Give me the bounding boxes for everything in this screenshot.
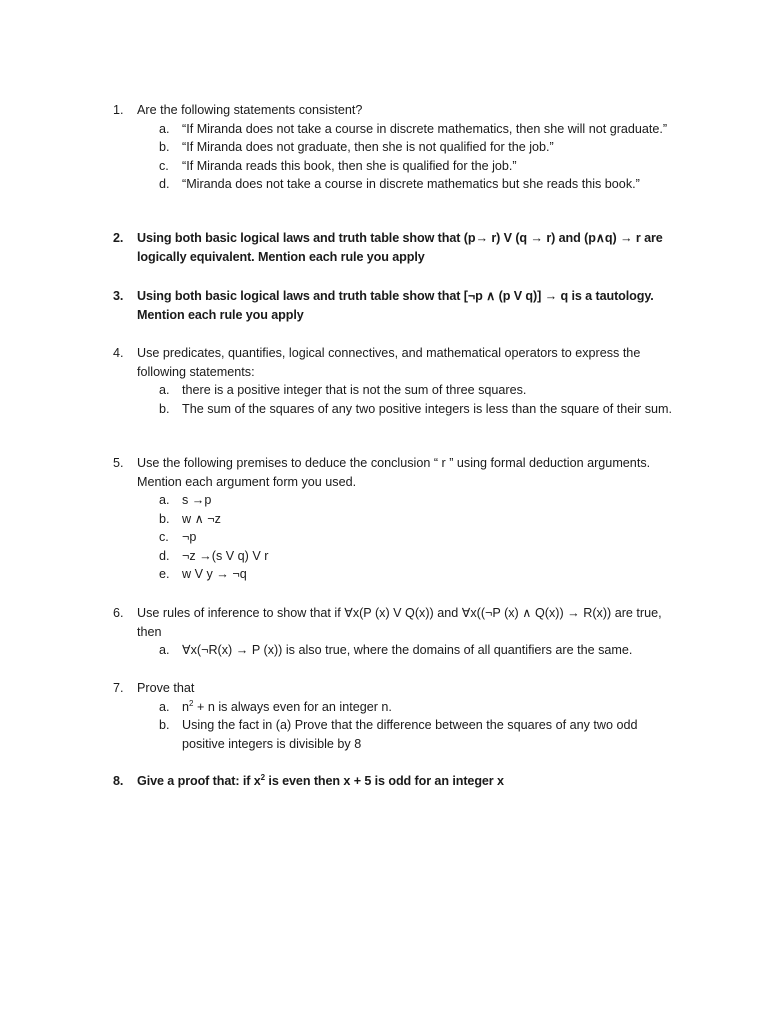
question-6 (113, 604, 683, 660)
question-number: 2. (113, 231, 124, 245)
sub-text: “If Miranda reads this book, then she is qualified for the job.” (182, 158, 517, 173)
sub-letter: a. (159, 493, 170, 507)
sub-letter: d. (159, 548, 170, 563)
question-number: 7. (113, 681, 124, 695)
sub-text: there is a positive integer that is not the sum of three squares. (182, 383, 527, 397)
sub-letter: e. (159, 567, 170, 581)
question-number: 4. (113, 346, 124, 360)
question-number: 5. (113, 456, 124, 470)
sub-letter: b. (159, 511, 170, 526)
sub-text: “If Miranda does not graduate, then she is not qualified for the job.” (182, 140, 554, 154)
question-text (137, 772, 683, 791)
sub-item (137, 381, 683, 400)
sub-item (137, 698, 683, 717)
superscript: 2 (189, 698, 194, 708)
question-text: Using both basic logical laws and truth table show that (p→ r) V (q → r) and (p∧q) → r are logically equivalent. Mention each rule you apply (137, 231, 663, 264)
sub-letter: b. (159, 401, 170, 416)
sub-text: “Miranda does not take a course in discrete mathematics but she reads this book.” (182, 177, 640, 191)
question-text-pre: Give a proof that: if x (137, 774, 261, 788)
sub-text: w ∧ ¬z (182, 511, 221, 526)
question-1 (113, 101, 683, 194)
sub-text: w V y → ¬q (182, 567, 247, 581)
sub-item (137, 157, 683, 176)
question-7 (113, 679, 683, 753)
question-number: 3. (113, 289, 124, 303)
sub-item (137, 175, 683, 194)
question-text: Prove that (137, 681, 195, 695)
question-5 (113, 454, 683, 584)
sub-text-post: + n is always even for an integer n. (193, 699, 392, 714)
question-text-post: is even then x + 5 is odd for an integer x (265, 774, 504, 788)
sub-item (137, 716, 683, 753)
sub-letter: b. (159, 718, 170, 732)
sub-item (137, 138, 683, 157)
question-2 (113, 229, 683, 266)
sub-text: Using the fact in (a) Prove that the difference between the squares of any two odd positive integers is divisible by 8 (182, 718, 638, 751)
question-4 (113, 344, 683, 418)
sub-letter: a. (159, 121, 170, 136)
sub-letter: d. (159, 177, 170, 191)
question-number: 1. (113, 103, 124, 117)
sub-item (137, 491, 683, 510)
question-text: Are the following statements consistent? (137, 103, 363, 117)
question-number: 6. (113, 606, 124, 620)
sub-letter: b. (159, 140, 170, 154)
sub-letter: a. (159, 643, 170, 657)
question-text: Using both basic logical laws and truth table show that [¬p ∧ (p V q)] → q is a tautology. Mention each rule you apply (137, 289, 654, 322)
sub-letter: c. (159, 530, 169, 544)
question-text: Use predicates, quantifies, logical connectives, and mathematical operators to express the following statements: (137, 346, 641, 379)
question-3 (113, 287, 683, 324)
question-text: Use the following premises to deduce the conclusion “ r ” using formal deduction arguments. Mention each argument form you used. (137, 456, 651, 489)
sub-item (137, 547, 683, 566)
sub-text: “If Miranda does not take a course in discrete mathematics, then she will not graduate.” (182, 121, 668, 136)
sub-text: ¬z →(s V q) V r (182, 548, 269, 563)
sub-text-pre: n (182, 699, 190, 714)
sub-item (137, 528, 683, 547)
question-text: Use rules of inference to show that if ∀x(P (x) V Q(x)) and ∀x((¬P (x) ∧ Q(x)) → R(x)) are true, then (137, 606, 662, 639)
sub-letter: a. (159, 699, 170, 714)
question-8 (113, 772, 683, 791)
superscript: 2 (260, 772, 266, 782)
sub-text: The sum of the squares of any two positive integers is less than the square of their sum. (182, 401, 673, 416)
sub-text: ∀x(¬R(x) → P (x)) is also true, where the domains of all quantifiers are the same. (182, 643, 633, 657)
sub-item (137, 565, 683, 584)
sub-item (137, 510, 683, 529)
sub-item (137, 120, 683, 139)
sub-item (137, 641, 683, 660)
sub-item (137, 400, 683, 419)
sub-letter: a. (159, 383, 170, 397)
sub-letter: c. (159, 158, 169, 173)
sub-text: ¬p (182, 530, 197, 544)
sub-text: s →p (182, 493, 212, 507)
question-number: 8. (113, 774, 124, 788)
